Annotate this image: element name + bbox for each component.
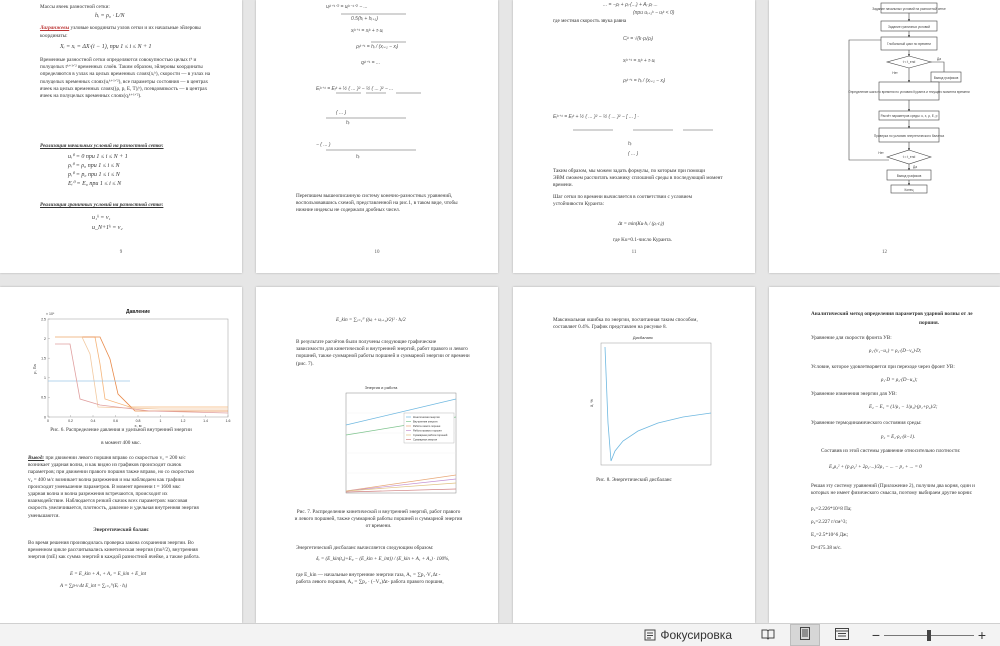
series-line: [55, 344, 228, 413]
equation: A = ∑p·v·Δt E_int = ∑ᵢ₌₁ᴺ(Eᵢ · hᵢ): [60, 584, 128, 589]
svg-text:0.5(hᵢ + hᵢ₊₁): 0.5(hᵢ + hᵢ₊₁): [351, 16, 379, 22]
formula-block-image: [513, 0, 755, 160]
algorithm-flowchart: [769, 0, 1000, 200]
y-tick-label: 1: [44, 376, 46, 381]
text-line: нижние индексы не содержали дробных чисел.: [296, 207, 401, 214]
equation: Eᵢ⁰ = E₀ при 1 ≤ i ≤ N: [68, 181, 122, 187]
legend-entry: Внутренняя энергия: [413, 420, 438, 424]
text-line: Таким образом, мы можем задать формулы, по которым при помощи: [553, 168, 706, 174]
flow-label-no: Нет: [892, 71, 898, 75]
flow-label-yes: Да: [937, 57, 941, 61]
flow-box: Глобальный цикл по времени: [887, 42, 931, 46]
svg-text:Eᵢᵏ⁺¹ = Eᵢᵏ + ½ ( ... )² − ½ (: Eᵢᵏ⁺¹ = Eᵢᵏ + ½ ( ... )² − ½ ( ... )² − ...: [316, 86, 394, 92]
figure-caption: [276, 509, 481, 531]
paragraph: [40, 57, 230, 100]
focus-label: Фокусировка: [660, 628, 732, 642]
text-line: параметров; при движении правого поршня также вправо, но со скоростью: [28, 469, 195, 476]
page-number: 12: [882, 250, 887, 255]
page-15: [513, 287, 755, 623]
figure-caption: Рис. 6. Распределение давления и удельной внутренней энергии: [50, 427, 192, 433]
formula-block-image: [256, 0, 498, 180]
flow-box: Задание граничных условий: [887, 25, 931, 29]
equation: Xᵢ = xᵢ = ΔX·(i − 1), при 1 ≤ i ≤ N + 1: [60, 44, 152, 50]
equation: ρᵢ⁰ = ρ₀ при 1 ≤ i ≤ N: [68, 163, 120, 169]
text-line: полуцелых tᵏ⁺¹ᐟ² временных слоёв. Таким образом, эйлеровы координаты: [40, 64, 203, 71]
focus-mode-button[interactable]: [636, 624, 740, 646]
page-number: 11: [631, 250, 637, 255]
x-tick-label: 1.2: [180, 419, 186, 423]
text-line: Составив из этой системы уравнение относительно плотности:: [821, 448, 961, 454]
series-line: [605, 347, 711, 461]
text-line: воспользовавшись схемой, представленной на рис.1, в таком виде, чтобы: [296, 200, 458, 207]
paragraph: [28, 540, 228, 562]
equation: hᵢ = ρ₀ · L/N: [95, 13, 125, 19]
page-14: [256, 287, 498, 623]
text-line: Рис. 7. Распределение кинетической и внутренней энергий, работ правого: [296, 509, 461, 515]
text-line: которых не имеет физического смысла, поэтому выбираем другие корни:: [811, 490, 973, 497]
text-line: скорость увеличивается, плотность, давление и удельная внутренняя энергия: [28, 505, 199, 512]
y-tick-label: 0: [44, 415, 46, 420]
text-line: устойчивости Куранта:: [553, 200, 605, 207]
x-tick-label: 0.8: [135, 419, 141, 423]
svg-text:hᵢ: hᵢ: [346, 120, 350, 126]
svg-text:ρᵢᵏ⁺¹ = hᵢ / (xᵢ₊₁ − xᵢ): ρᵢᵏ⁺¹ = hᵢ / (xᵢ₊₁ − xᵢ): [356, 44, 399, 50]
flow-box: Вывод графиков: [933, 76, 959, 80]
x-tick-label: 0.6: [113, 419, 118, 423]
text-line: Энергетический дисбаланс вычисляется следующим образом:: [296, 545, 434, 551]
text-line: энергия (mE) как сумма энергий в каждой разностной ячейке, а также работа.: [28, 554, 200, 561]
text-line: где Ku=0.1-число Куранта.: [613, 237, 673, 243]
x-tick-label: 1: [159, 419, 162, 423]
page-number: 9: [119, 250, 123, 255]
flow-box: Определение шага по времени по условию Куранта и текущего момента времени: [848, 90, 970, 94]
svg-text:... = −ρᵢ + ρᵢ·(...) + Aᵢ·ρᵢ .: ... = −ρᵢ + ρᵢ·(...) + Aᵢ·ρᵢ ...: [603, 2, 658, 8]
focus-icon: [644, 629, 656, 641]
web-layout-icon: [835, 628, 849, 643]
text-line: составляет 0.4%. График представлен на рисунке 8.: [553, 324, 667, 331]
text-line: поршней, также суммарной работы поршней и суммарной энергии от времени: [296, 353, 470, 360]
text-line: временном цикле рассчитывались кинетическая энергия (mu²/2), внутренняя: [28, 547, 198, 554]
courant-formula: Δt = min(Ku·hᵢ / (ρᵢ·cᵢ)): [618, 222, 665, 227]
plot-frame: [48, 319, 228, 417]
equation: E₂ − E₁ = (1/ρ₁ − 1/ρ₂)·(p₁+p₂)/2;: [869, 405, 938, 410]
text-line: Уравнение изменения энергии для УВ:: [811, 391, 897, 397]
section-heading: Аналитический метод определения параметров ударной волны от ле: [811, 311, 973, 317]
flow-label-no: Нет: [878, 151, 884, 155]
svg-text:xᵢᵏ⁺¹ = xᵢᵏ + τ·uᵢ: xᵢᵏ⁺¹ = xᵢᵏ + τ·uᵢ: [623, 58, 656, 64]
web-layout-button[interactable]: [828, 625, 856, 645]
legend-entry: Работа левого поршня: [413, 425, 441, 429]
read-mode-button[interactable]: [754, 625, 782, 645]
text-line: полуцелых временных слоях(uᵢᵏ⁺¹ᐟ²), все параметры состояния — в центрах: [40, 78, 209, 85]
y-axis-label: p, Па: [32, 364, 37, 374]
x-axis-label: x, м: [134, 423, 142, 428]
misspelled-word: Лагранжевы: [40, 25, 70, 31]
figure-caption: Рис. 8. Энергетический дисбаланс: [596, 477, 672, 483]
legend-entry: Суммарная работа поршней: [413, 434, 448, 438]
flow-box: Расчёт параметров среды: u, x, ρ, E, p: [880, 114, 938, 118]
x-tick-label: 0: [47, 419, 49, 423]
text-line: возникает ударная волна, и как видно из графиков происходит скачок: [28, 462, 182, 469]
equation: u₁ᵏ = v₁: [92, 215, 111, 221]
svg-text:xᵢᵏ⁺¹ = xᵢᵏ + τ·uᵢ: xᵢᵏ⁺¹ = xᵢᵏ + τ·uᵢ: [351, 28, 384, 34]
text-line: ЭВМ сможем рассчитать механику сплошной среды в последующий момент: [553, 175, 723, 182]
paragraph: [811, 483, 1000, 497]
status-bar: [0, 623, 1000, 646]
series-line: [55, 337, 228, 409]
text-line: и левого поршней, также суммарной работы поршней и суммарной энергии: [294, 516, 463, 523]
text-line: Шаг сетки по времени вычисляется в соответствии с условием: [553, 193, 692, 200]
svg-text:− ( ... ): − ( ... ): [316, 142, 331, 148]
text-line: где местная скорость звука равна: [553, 18, 627, 24]
equation: δₑ = (E_kin(t₀)+E₀ − (E_kin + E_int)) / (E_kin + A₁ + A₂) · 100%,: [316, 557, 450, 562]
svg-text:hᵢ: hᵢ: [356, 154, 360, 160]
chart-title: Энергия и работа: [364, 385, 398, 390]
result-item: E₂=2.5*10^6 Дж;: [811, 532, 849, 538]
y-tick-label: 0.5: [41, 395, 46, 400]
text-line: Решая эту систему уравнений (Приложение 2), получим два корня, один и: [811, 483, 975, 489]
minus-icon: −: [871, 627, 881, 643]
y-axis-label: δ, %: [589, 398, 594, 408]
results-list: [811, 503, 852, 555]
flow-box: Конец: [904, 188, 914, 192]
text-line: v₂ = 400 м/с возникает волна разрежения и мы наблюдаем как графики: [28, 476, 185, 483]
equation: uᵢ⁰ = 0 при 1 ≤ i ≤ N + 1: [68, 154, 128, 160]
section-heading: Энергетический баланс: [93, 527, 149, 533]
flow-box: Задание начальных условий на разностной сетке: [872, 7, 946, 11]
boundary-conditions: [92, 213, 123, 233]
x-tick-label: 1.4: [203, 419, 208, 423]
text-line: Условие, которое удовлетворяется при переходе через фронт УВ:: [811, 364, 955, 370]
zoom-out-button[interactable]: [868, 625, 884, 645]
energy-chart: [256, 379, 498, 509]
page-16: [769, 287, 1000, 623]
text-line: ячеек на целых временных слоях((ρ, p, E, T)ᵢᵏ), псевдовязкость — в центрах: [40, 85, 208, 92]
text-line: зависимости для кинетической и внутренней энергий, работ правого и левого: [296, 346, 468, 353]
figure-caption: в момент 400 мкс.: [101, 440, 141, 446]
legend-entry: Суммарная энергия: [413, 438, 438, 442]
text-line: Перепишем вышеописанную систему конечно-разностных уравнений,: [296, 193, 453, 199]
section-heading: Реализация начальных условий на разностной сетке:: [40, 143, 164, 149]
equation: ρ₁·(v₁−u₁) = ρ₂·(D−v₂)·D;: [869, 349, 922, 354]
y-tick-label: 1.5: [41, 356, 46, 361]
text-line: узловые координаты узлов сетки и их начальные эйлеровы: [69, 25, 201, 31]
paragraph: [296, 193, 486, 215]
text-line: Временные разностной сетки определяются совокупностью целых tᵏ и: [40, 57, 197, 63]
chart-title: Дисбаланс: [632, 335, 654, 340]
page-12: [769, 0, 1000, 273]
zoom-slider-thumb[interactable]: [927, 630, 931, 641]
zoom-slider[interactable]: [884, 625, 974, 645]
imbalance-chart: [513, 333, 755, 473]
text-line: от времени.: [365, 523, 392, 530]
paragraph: [553, 317, 743, 331]
result-item: D=475.38 м/с.: [811, 545, 842, 551]
text-line: Массы ячеек разностной сетки:: [40, 4, 110, 10]
equation: u_N+1ᵏ = v₂: [92, 225, 123, 231]
text-line: Уравнение для скорости фронта УВ:: [811, 335, 892, 341]
text-line: определяются в узлах на целых временных слоях(xᵢᵏ), скорости — в узлах на: [40, 71, 211, 78]
svg-text:hᵢ: hᵢ: [628, 141, 632, 147]
x-tick-label: 0.2: [68, 419, 73, 423]
print-layout-button[interactable]: [790, 624, 820, 646]
text-line: В результате расчётов были получены следующие графические: [296, 339, 437, 345]
conclusion-paragraph: [28, 455, 228, 520]
text-line: Максимальная ошибка по энергии, посчитанная таким способом,: [553, 317, 698, 323]
svg-text:qᵢᵏ⁺¹ = ...: qᵢᵏ⁺¹ = ...: [361, 60, 381, 66]
page-13: [0, 287, 242, 623]
pressure-chart: [0, 299, 242, 434]
axis-exponent: × 10⁸: [46, 312, 55, 316]
text-line: координаты:: [40, 33, 68, 39]
page-11: [513, 0, 755, 273]
series-line: [346, 475, 456, 491]
read-mode-icon: [761, 628, 775, 643]
flow-decision: t = t_end: [902, 155, 916, 159]
print-layout-icon: [799, 627, 811, 643]
x-tick-label: 0.4: [90, 419, 96, 423]
legend-entry: Работа правого поршня: [413, 429, 442, 433]
result-item: ρ₂=2.227 г/см^3;: [811, 519, 847, 525]
equation: ρ₁·D = ρ₂·(D−u₂);: [881, 378, 918, 383]
svg-text:Cᵢᵏ = √(k·pᵢ/ρᵢ): Cᵢᵏ = √(k·pᵢ/ρᵢ): [623, 36, 654, 42]
text-line: Во время решения производилась проверка закона сохранения энергии. Во: [28, 540, 194, 546]
equation: pᵢ⁰ = p₀ при 1 ≤ i ≤ N: [68, 172, 120, 178]
text-line: работа левого поршня, A₂ = ∑p₂ · (−V₂)Δt- работа правого поршня,: [296, 579, 444, 586]
section-heading: поршня.: [919, 320, 939, 326]
svg-text:( ... ): ( ... ): [628, 151, 639, 157]
text-line: где E_kin — начальные внутренние энергии газа, A₁ = ∑p₁·V₁Δt -: [296, 572, 441, 578]
flow-label-yes: Да: [913, 165, 917, 169]
text-line: (рис. 7).: [296, 360, 314, 367]
series-line: [55, 337, 228, 407]
svg-text:Eᵢᵏ⁺¹ = Eᵢᵏ + ½ ( ... )² − ½ (: Eᵢᵏ⁺¹ = Eᵢᵏ + ½ ( ... )² − ½ ( ... )² − [ ... ] ·: [553, 114, 639, 120]
paragraph: [553, 168, 743, 208]
page-9: [0, 0, 242, 273]
svg-text:( ... ): ( ... ): [336, 110, 347, 116]
page-10: [256, 0, 498, 273]
legend-entry: Кинетическая энергия: [413, 416, 440, 420]
svg-text:ρᵢᵏ⁺¹ = hᵢ / (xᵢ₊₁ − xᵢ): ρᵢᵏ⁺¹ = hᵢ / (xᵢ₊₁ − xᵢ): [623, 78, 666, 84]
paragraph: [296, 572, 486, 586]
result-item: p₂=2.226*10^8 Па;: [811, 506, 852, 512]
svg-text:(при uᵢ₊₁ᵏ − uᵢᵏ < 0): (при uᵢ₊₁ᵏ − uᵢᵏ < 0): [633, 10, 675, 16]
section-heading: Реализация граничных условий на разностной сетке:: [40, 202, 164, 208]
text-line: происходит уменьшение параметров. В момент времени t = 1600 мкс: [28, 483, 181, 490]
text-line: ударная волна и волна разрежения встречаются, происходит их: [28, 491, 168, 498]
conclusion-heading: Вывод:: [28, 455, 45, 461]
text-line: Уравнение термодинамического состояния среды:: [811, 420, 922, 426]
text-line: при движении левого поршня вправо со скоростью v₁ = 200 м/с: [44, 455, 186, 461]
flow-box: Проверка по условию энергетического баланса: [873, 134, 945, 138]
text-line: времени.: [553, 182, 573, 189]
flow-decision: t < t_end: [902, 60, 916, 64]
paragraph: [296, 339, 486, 368]
initial-conditions: [68, 153, 128, 189]
equation: E = E_kin + A₁ + A₂ = E_kin + E_int: [70, 572, 146, 577]
x-tick-label: 1.6: [225, 419, 231, 423]
text-line: уменьшаются.: [28, 512, 60, 519]
y-tick-label: 2.5: [41, 317, 46, 322]
equation: E₁ρ₂² + (p₁ρ₂² + 2ρ₂·...)/2ρ₁ − ... − p₁ + ... = 0: [829, 465, 922, 470]
flow-box: Вывод графиков: [896, 174, 922, 178]
chart-title: Давление: [125, 309, 151, 315]
text-line: ячеек на полуцелых временных слоях(qᵢᵏ⁺¹ᐟ²).: [40, 93, 142, 100]
page-number: 10: [374, 250, 380, 255]
equation: p₂ = E₂·ρ₂·(k−1).: [881, 435, 916, 440]
y-tick-label: 2: [44, 336, 46, 341]
series-line: [55, 337, 228, 411]
equation: E_kin = ∑ᵢ₌₁ᴺ ((uᵢ + uᵢ₊₁)/2)² · hᵢ/2: [336, 318, 406, 323]
zoom-in-button[interactable]: [974, 625, 990, 645]
svg-text:uᵢᵏ⁺¹ᐟ² = uᵢᵏ⁻¹ᐟ² − ...: uᵢᵏ⁺¹ᐟ² = uᵢᵏ⁻¹ᐟ² − ...: [326, 4, 368, 10]
text-line: взаимодействие. Наблюдается резкий скачок всех параметров: массовая: [28, 498, 188, 505]
plus-icon: +: [977, 627, 987, 643]
